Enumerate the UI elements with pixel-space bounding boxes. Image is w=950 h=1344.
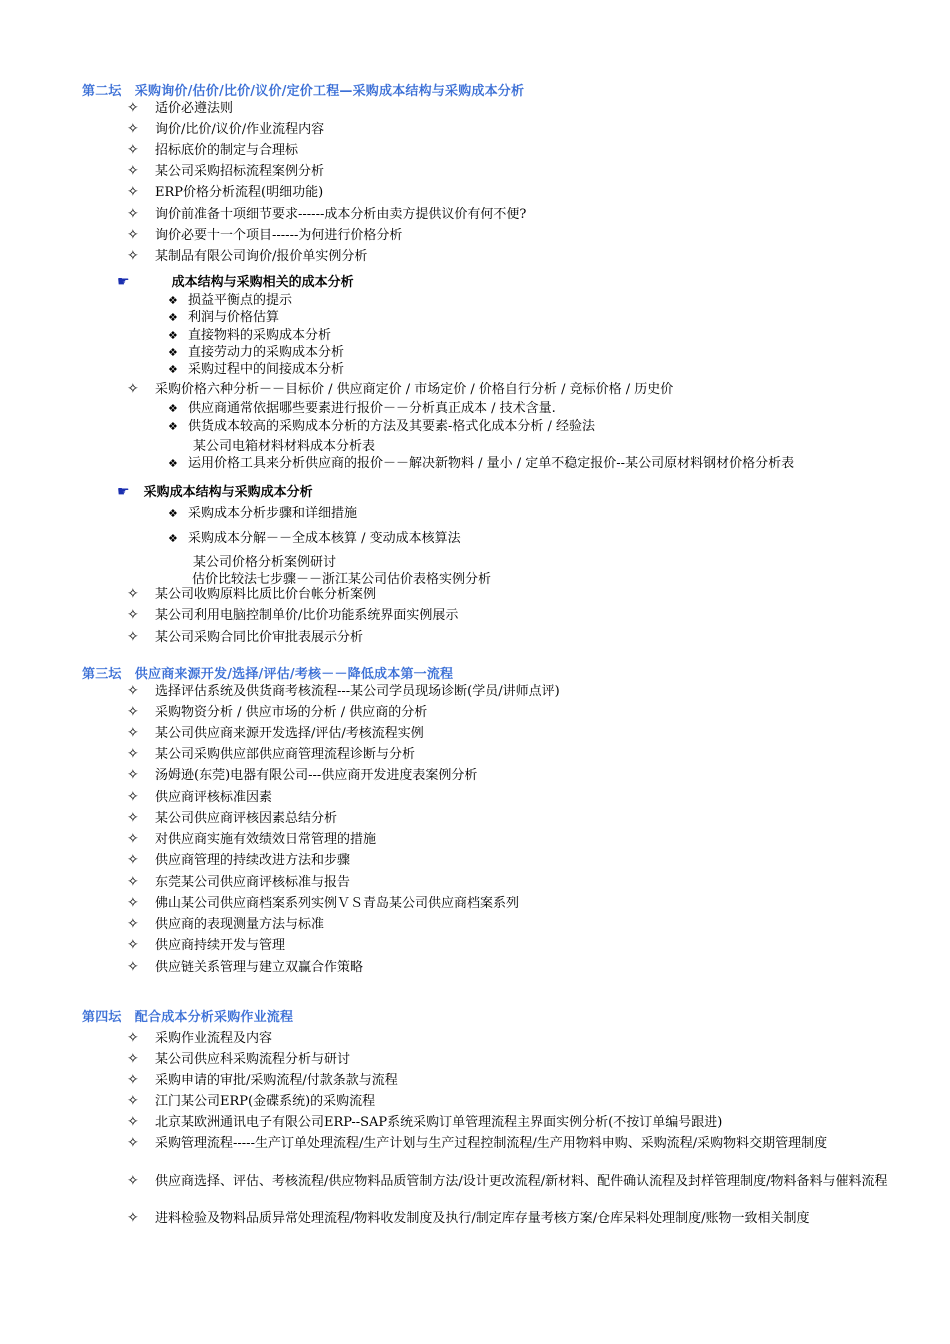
list-item: ✧ 供应链关系管理与建立双赢合作策略 [127, 957, 363, 978]
diamond-icon: ✧ [127, 704, 139, 720]
list-item: ✧ 采购申请的审批/采购流程/付款条款与流程 [127, 1070, 398, 1091]
list-item: ✧ 采购管理流程-----生产订单处理流程/生产计划与生产过程控制流程/生产用物料申购、采购流程/采购物料交期管理制度 [127, 1135, 828, 1151]
list-item: ✧ 东莞某公司供应商评核标准与报告 [127, 872, 350, 893]
sub-item-note: 估价比较法七步骤－－浙江某公司估价表格实例分析 [192, 572, 492, 587]
diamond-bullet-icon: ❖ [168, 420, 178, 433]
diamond-icon: ✧ [127, 163, 139, 179]
diamond-icon: ✧ [127, 1114, 139, 1130]
list-item: ✧ 某公司采购供应部供应商管理流程诊断与分析 [127, 744, 415, 765]
diamond-icon: ✧ [127, 959, 139, 975]
list-item: ✧ 供应商评核标准因素 [127, 787, 272, 808]
diamond-icon: ✧ [127, 831, 139, 847]
sub-item: ❖ 采购过程中的间接成本分析 [168, 362, 345, 377]
diamond-bullet-icon: ❖ [168, 507, 178, 520]
section-4-heading: 第四坛 配合成本分析采购作业流程 [82, 1010, 294, 1025]
list-item: ✧ 采购物资分析 / 供应市场的分析 / 供应商的分析 [127, 702, 427, 723]
list-item: ✧ ERP价格分析流程(明细功能) [127, 182, 323, 203]
sub-item: ❖ 采购成本分析步骤和详细措施 [168, 506, 358, 521]
list-item: ✧ 某公司利用电脑控制单价/比价功能系统界面实例展示 [127, 605, 458, 626]
list-item: ✧ 佛山某公司供应商档案系列实例ＶＳ青岛某公司供应商档案系列 [127, 893, 519, 914]
diamond-icon: ✧ [127, 142, 139, 158]
diamond-icon: ✧ [127, 916, 139, 932]
diamond-bullet-icon: ❖ [168, 329, 178, 342]
diamond-icon: ✧ [127, 121, 139, 137]
sub-item-note: 某公司电箱材料材料成本分析表 [193, 439, 376, 454]
diamond-icon: ✧ [127, 381, 139, 397]
list-item: ✧ 某公司供应商来源开发选择/评估/考核流程实例 [127, 723, 424, 744]
pointing-hand-icon: ☛ [117, 484, 130, 500]
list-item: ✧ 招标底价的制定与合理标 [127, 140, 298, 161]
sub-item: ❖ 利润与价格估算 [168, 310, 280, 325]
diamond-icon: ✧ [127, 206, 139, 222]
list-item: ✧ 询价前准备十项细节要求------成本分析由卖方提供议价有何不便? [127, 204, 526, 225]
diamond-icon: ✧ [127, 1030, 139, 1046]
diamond-icon: ✧ [127, 1173, 139, 1189]
diamond-icon: ✧ [127, 227, 139, 243]
list-item: ✧ 供应商管理的持续改进方法和步骤 [127, 850, 350, 871]
diamond-icon: ✧ [127, 1051, 139, 1067]
list-item: ✧ 某制品有限公司询价/报价单实例分析 [127, 246, 367, 267]
diamond-bullet-icon: ❖ [168, 532, 178, 545]
sub-item-note: 某公司价格分析案例研讨 [193, 555, 337, 570]
diamond-icon: ✧ [127, 586, 139, 602]
sub-item: ❖ 运用价格工具来分析供应商的报价－－解决新物料 / 量小 / 定单不稳定报价--某公司原材料钢材价格分析表 [168, 456, 795, 471]
diamond-icon: ✧ [127, 874, 139, 890]
diamond-icon: ✧ [127, 100, 139, 116]
diamond-icon: ✧ [127, 725, 139, 741]
list-item: ✧ 某公司收购原料比质比价台帐分析案例 [127, 584, 376, 605]
list-item: ✧ 对供应商实施有效绩效日常管理的措施 [127, 829, 376, 850]
diamond-icon: ✧ [127, 895, 139, 911]
list-item: ✧ 采购价格六种分析－－目标价 / 供应商定价 / 市场定价 / 价格自行分析 / 竞标价格 / 历史价 [127, 379, 673, 400]
list-item: ✧ 某公司供应科采购流程分析与研讨 [127, 1049, 350, 1070]
list-item: ✧ 供应商持续开发与管理 [127, 935, 285, 956]
diamond-icon: ✧ [127, 1072, 139, 1088]
sub-item: ❖ 供货成本较高的采购成本分析的方法及其要素-格式化成本分析 / 经验法 [168, 419, 596, 434]
sub-item: ❖ 直接物料的采购成本分析 [168, 328, 332, 343]
list-item: ✧ 选择评估系统及供货商考核流程---某公司学员现场诊断(学员/讲师点评) [127, 681, 560, 702]
diamond-bullet-icon: ❖ [168, 294, 178, 307]
diamond-icon: ✧ [127, 1093, 139, 1109]
sub-item: ❖ 供应商通常依据哪些要素进行报价－－分析真正成本 / 技术含量. [168, 401, 556, 416]
diamond-bullet-icon: ❖ [168, 402, 178, 415]
sub-item: ❖ 采购成本分解－－全成本核算 / 变动成本核算法 [168, 531, 461, 546]
diamond-icon: ✧ [127, 789, 139, 805]
diamond-icon: ✧ [127, 767, 139, 783]
list-item: ✧ 询价/比价/议价/作业流程内容 [127, 119, 324, 140]
list-item: ✧ 江门某公司ERP(金碟系统)的采购流程 [127, 1091, 375, 1112]
list-item: ✧ 进料检验及物料品质异常处理流程/物料收发制度及执行/制定库存量考核方案/仓库呆料处理制度/账物一致相关制度 [127, 1210, 810, 1226]
list-item: ✧ 汤姆逊(东莞)电器有限公司---供应商开发进度表案例分析 [127, 765, 477, 786]
diamond-icon: ✧ [127, 683, 139, 699]
list-item: ✧ 某公司采购合同比价审批表展示分析 [127, 627, 363, 648]
sub-item: ❖ 损益平衡点的提示 [168, 293, 293, 308]
list-item: ✧ 供应商选择、评估、考核流程/供应物料品质管制方法/设计更改流程/新材料、配件确认流程及封样管理制度/物料备料与催料流程 [127, 1173, 888, 1189]
diamond-icon: ✧ [127, 248, 139, 264]
list-item: ✧ 某公司供应商评核因素总结分析 [127, 808, 337, 829]
block-heading: ☛ 成本结构与采购相关的成本分析 [117, 274, 354, 290]
list-item: ✧ 询价必要十一个项目------为何进行价格分析 [127, 225, 402, 246]
block-heading: ☛ 采购成本结构与采购成本分析 [117, 484, 313, 500]
list-item: ✧ 采购作业流程及内容 [127, 1028, 272, 1049]
diamond-bullet-icon: ❖ [168, 311, 178, 324]
diamond-icon: ✧ [127, 810, 139, 826]
list-item: ✧ 北京某欧洲通讯电子有限公司ERP--SAP系统采购订单管理流程主界面实例分析(不按订单编号跟进) [127, 1112, 722, 1133]
diamond-icon: ✧ [127, 629, 139, 645]
diamond-icon: ✧ [127, 937, 139, 953]
list-item: ✧ 供应商的表现测量方法与标准 [127, 914, 324, 935]
diamond-bullet-icon: ❖ [168, 346, 178, 359]
diamond-icon: ✧ [127, 184, 139, 200]
diamond-bullet-icon: ❖ [168, 457, 178, 470]
diamond-icon: ✧ [127, 1135, 139, 1151]
diamond-icon: ✧ [127, 852, 139, 868]
diamond-bullet-icon: ❖ [168, 363, 178, 376]
list-item: ✧ 适价必遵法则 [127, 98, 233, 119]
diamond-icon: ✧ [127, 607, 139, 623]
section-3-heading: 第三坛 供应商来源开发/选择/评估/考核－－降低成本第一流程 [82, 667, 454, 682]
diamond-icon: ✧ [127, 746, 139, 762]
section-2-heading: 第二坛 采购询价/估价/比价/议价/定价工程—采购成本结构与采购成本分析 [82, 84, 525, 99]
list-item: ✧ 某公司采购招标流程案例分析 [127, 161, 324, 182]
sub-item: ❖ 直接劳动力的采购成本分析 [168, 345, 345, 360]
pointing-hand-icon: ☛ [117, 274, 130, 290]
diamond-icon: ✧ [127, 1210, 139, 1226]
